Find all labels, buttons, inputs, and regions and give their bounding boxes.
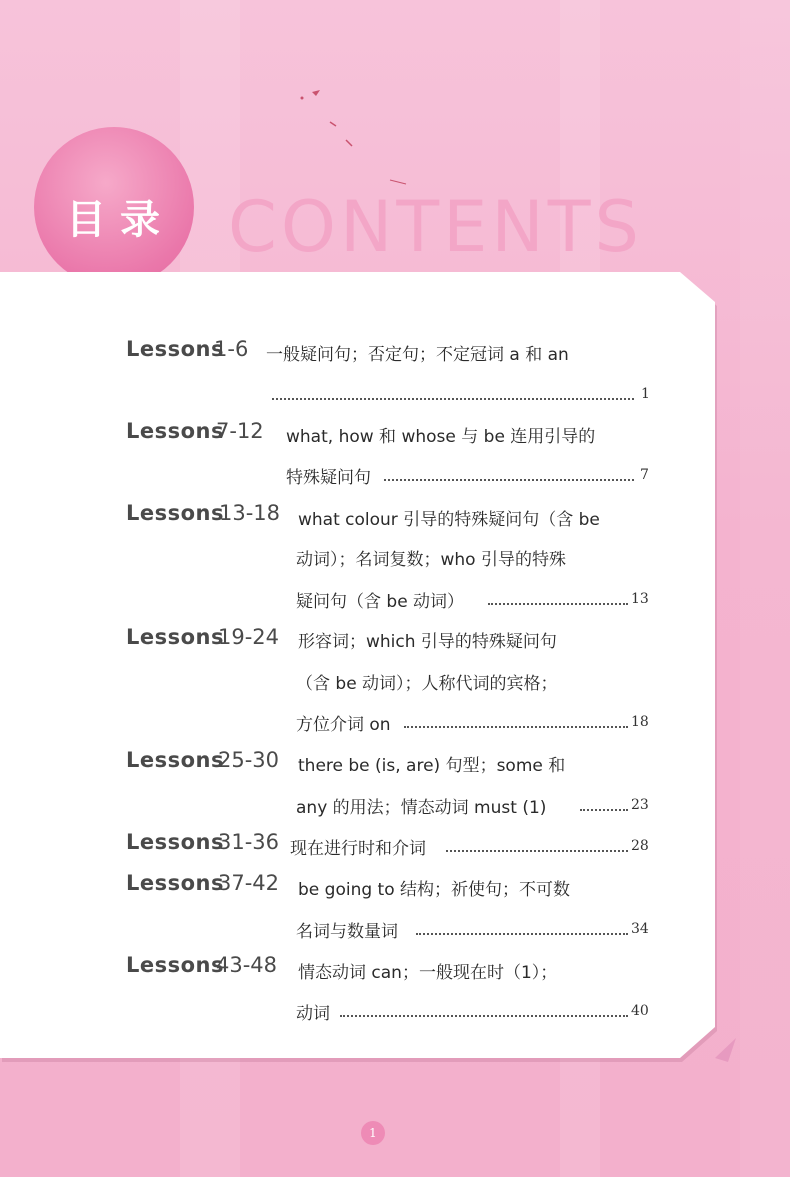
entry-text: （含 be 动词）；人称代词的宾格； [296, 674, 558, 694]
dot-leader [384, 477, 634, 481]
entry-range: 25-30 [218, 748, 280, 772]
footer-page-number: 1 [361, 1121, 385, 1145]
entry-range: 7-12 [216, 419, 264, 443]
entry-range: 1-6 [214, 337, 249, 361]
dot-leader [340, 1013, 628, 1017]
entry-text: what colour 引导的特殊疑问句（含 be [298, 510, 600, 530]
dot-leader [488, 601, 628, 605]
entry-range: 37-42 [218, 871, 280, 895]
entry-text: 一般疑问句；否定句；不定冠词 a 和 an [266, 345, 569, 365]
entry-label: Lessons [126, 748, 224, 772]
page-number[interactable]: 1 [641, 386, 650, 402]
entry-text: 动词 [296, 1004, 330, 1024]
page-title-english: CONTENTS [228, 186, 643, 268]
entry-text: 形容词；which 引导的特殊疑问句 [298, 632, 557, 652]
entry-text: be going to 结构；祈使句；不可数 [298, 880, 571, 900]
page-number[interactable]: 40 [631, 1003, 649, 1019]
entry-label: Lessons [126, 830, 224, 854]
entry-text: 情态动词 can；一般现在时（1）； [298, 963, 558, 983]
entry-text: 名词与数量词 [296, 922, 398, 942]
dot-leader [272, 396, 634, 400]
dot-leader [416, 931, 628, 935]
page-number[interactable]: 28 [631, 838, 649, 854]
page-number[interactable]: 23 [631, 797, 649, 813]
page-number[interactable]: 7 [640, 467, 649, 483]
page-number[interactable]: 13 [631, 591, 649, 607]
entry-range: 43-48 [216, 953, 278, 977]
page-number[interactable]: 18 [631, 714, 649, 730]
entry-text: 现在进行时和介词 [290, 839, 426, 859]
dot-leader [404, 724, 628, 728]
entry-text: 疑问句（含 be 动词） [296, 592, 465, 612]
entry-text: 特殊疑问句 [286, 468, 371, 488]
entry-label: Lessons [126, 625, 224, 649]
entry-range: 19-24 [218, 625, 280, 649]
page-title-chinese: 目录 [66, 197, 174, 243]
dot-leader [580, 807, 628, 811]
entry-range: 31-36 [218, 830, 280, 854]
entry-label: Lessons [126, 953, 224, 977]
page-number[interactable]: 34 [631, 921, 649, 937]
entry-text: 动词）；名词复数；who 引导的特殊 [296, 550, 566, 570]
entry-text: 方位介词 on [296, 715, 391, 735]
entry-label: Lessons [126, 337, 224, 361]
entry-text: what, how 和 whose 与 be 连用引导的 [286, 427, 596, 447]
entry-text: any 的用法；情态动词 must (1) [296, 798, 547, 818]
entry-label: Lessons [126, 871, 224, 895]
entry-text: there be (is, are) 句型；some 和 [298, 756, 566, 776]
entry-range: 13-18 [219, 501, 281, 525]
entry-label: Lessons [126, 419, 224, 443]
entry-label: Lessons [126, 501, 224, 525]
dot-leader [446, 848, 628, 852]
